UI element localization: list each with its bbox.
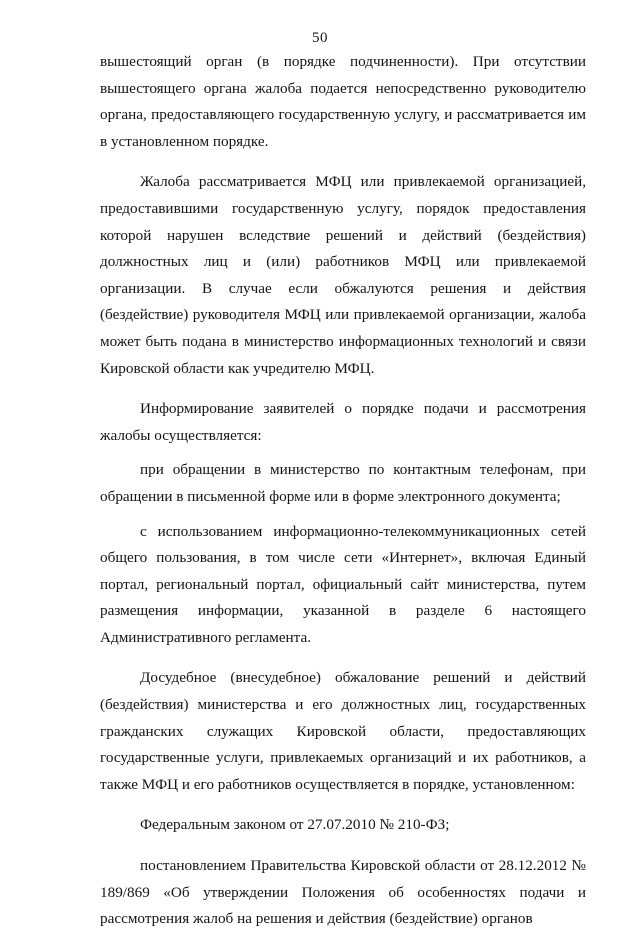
page-number: 50	[312, 30, 328, 46]
paragraph-government-resolution: постановлением Правительства Кировской области от 28.12.2012 № 189/869 «Об утверждении Положения об особенностях подачи и рассмотрения жалоб на решения и действия (бездействие) органов	[100, 857, 586, 928]
paragraph-by-phone: при обращении в министерство по контактным телефонам, при обращении в письменной форме или в форме электронного документа;	[100, 461, 586, 505]
paragraph-informing: Информирование заявителей о порядке подачи и рассмотрения жалобы осуществляется:	[100, 400, 586, 444]
paragraph-pretrial-appeal: Досудебное (внесудебное) обжалование решений и действий (бездействия) министерства и его должностных лиц, государственных гражданских служащих Кировской области, предоставляющих государственные услуги, привлекаемых организаций и их работников, а также МФЦ и его работников осуществляется в порядке, установленном:	[100, 669, 586, 793]
paragraph-complaint-review: Жалоба рассматривается МФЦ или привлекаемой организацией, предоставившими государственную услугу, порядок предоставления которой нарушен вследствие решений и действий (бездействия) должностных лиц и (или) работников МФЦ или привлекаемой организации. В случае если обжалуются решения и действия (бездействие) руководителя МФЦ или привлекаемой организации, жалоба может быть подана в министерство информационных технологий и связи Кировской области как учредителю МФЦ.	[100, 173, 586, 377]
paragraph-federal-law: Федеральным законом от 27.07.2010 № 210-ФЗ;	[140, 816, 450, 834]
document-body	[100, 49, 586, 933]
paragraph-continuation: вышестоящий орган (в порядке подчиненности). При отсутствии вышестоящего органа жалоба подается непосредственно руководителю органа, предоставляющего государственную услугу, и рассматривается им в установленном порядке.	[100, 53, 586, 150]
paragraph-internet: с использованием информационно-телекоммуникационных сетей общего пользования, в том числе сети «Интернет», включая Единый портал, региональный портал, официальный сайт министерства, путем размещения информации, указанной в разделе 6 настоящего Административного регламента.	[100, 522, 586, 646]
